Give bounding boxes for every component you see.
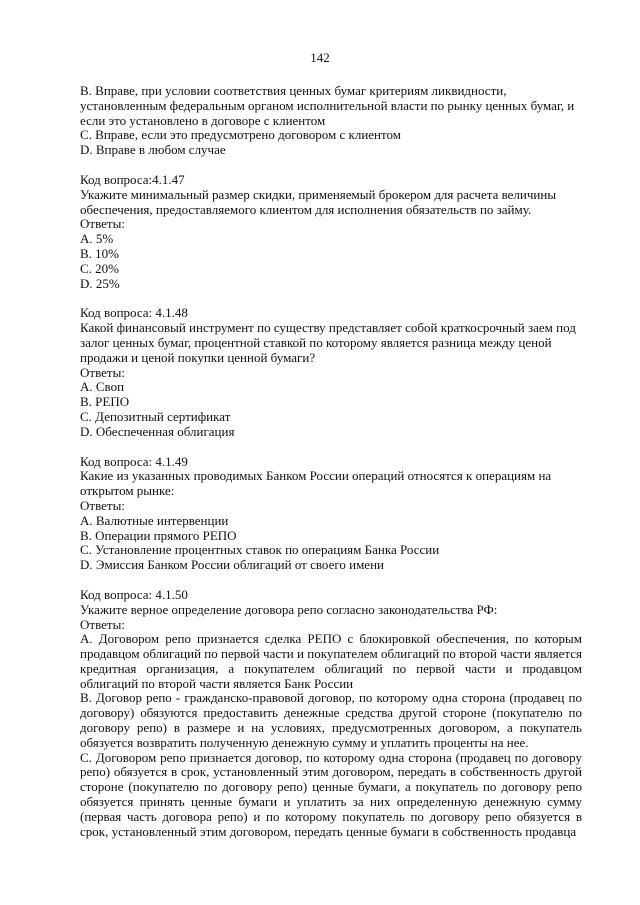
question-code: Код вопроса: 4.1.48	[80, 305, 188, 321]
answer-option: D. Эмиссия Банком России облигаций от своего имени	[80, 557, 384, 573]
answer-option: C. Вправе, если это предусмотрено договором с клиентом	[80, 127, 402, 143]
answer-option: C. Депозитный сертификат	[80, 408, 231, 424]
question-block-4-1-50	[80, 588, 582, 840]
question-code: Код вопроса: 4.1.50	[80, 586, 188, 602]
page-content	[80, 84, 582, 839]
answer-option: D. 25%	[80, 275, 120, 291]
question-text: Укажите верное определение договора репо согласно законодательства РФ:	[80, 601, 498, 617]
lead-options	[80, 84, 582, 158]
answers-label: Ответы:	[80, 364, 125, 380]
question-block-4-1-49	[80, 455, 582, 573]
question-block-4-1-47	[80, 173, 582, 291]
answers-label: Ответы:	[80, 616, 125, 632]
answer-option: C. Установление процентных ставок по операциям Банка России	[80, 542, 440, 558]
answer-option: A. Валютные интервенции	[80, 512, 229, 528]
answer-option: A. Договором репо признается сделка РЕПО с блокировкой обеспечения, по которым продавцом облигаций по первой части и покупателем облигаций по второй части является кредитная организация, а покупателем облигаций по первой части и продавцом облигаций по второй части является Банк России	[80, 631, 582, 691]
question-text: Какой финансовый инструмент по существу представляет собой краткосрочный заем под залог ценных бумаг, процентной ставкой по которому является разница между ценой продажи и ценой покупки ценной бумаги?	[80, 320, 576, 365]
answer-option: D. Обеспеченная облигация	[80, 423, 235, 439]
question-block-4-1-48	[80, 306, 582, 439]
answer-option: B. Договор репо - гражданско-правовой договор, по которому одна сторона (продавец по договору) обязуются предоставить денежные средства другой стороне (покупателю по договору репо) в размере и на условиях, предусмотренных договором, а покупатель обязуется возвратить полученную денежную сумму и уплатить проценты на нее.	[80, 690, 582, 750]
answer-option: B. Операции прямого РЕПО	[80, 527, 237, 543]
answer-option: B. Вправе, при условии соответствия ценных бумаг критериям ликвидности, установленным федеральным органом исполнительной власти по рынку ценных бумаг, и если это установлено в договоре с клиентом	[80, 83, 575, 128]
question-text: Укажите минимальный размер скидки, применяемый брокером для расчета величины обеспечения, предоставляемого клиентом для исполнения обязательств по займу.	[80, 186, 557, 217]
answer-option: B. РЕПО	[80, 394, 130, 410]
question-code: Код вопроса: 4.1.49	[80, 453, 188, 469]
answer-option: A. 5%	[80, 231, 114, 247]
answer-option: D. Вправе в любом случае	[80, 142, 226, 158]
answer-option: C. 20%	[80, 260, 119, 276]
answer-option: A. Своп	[80, 379, 125, 395]
answers-label: Ответы:	[80, 497, 125, 513]
question-code: Код вопроса:4.1.47	[80, 171, 185, 187]
answers-label: Ответы:	[80, 216, 125, 232]
page-number: 142	[310, 50, 330, 65]
answer-option: B. 10%	[80, 245, 119, 261]
answer-option: C. Договором репо признается договор, по которому одна сторона (продавец по договору репо) обязуется в срок, установленный этим договором, передать в собственность другой стороне (покупателю по договору репо) ценные бумаги, а покупатель по договору репо обязуется принять ценные бумаги и уплатить за них определенную денежную сумму (первая часть договора репо) и по которому покупатель по договору репо обязуется в срок, установленный этим договором, передать ценные бумаги в собственность продавца	[80, 749, 582, 839]
question-text: Какие из указанных проводимых Банком России операций относятся к операциям на открытом рынке:	[80, 468, 552, 499]
